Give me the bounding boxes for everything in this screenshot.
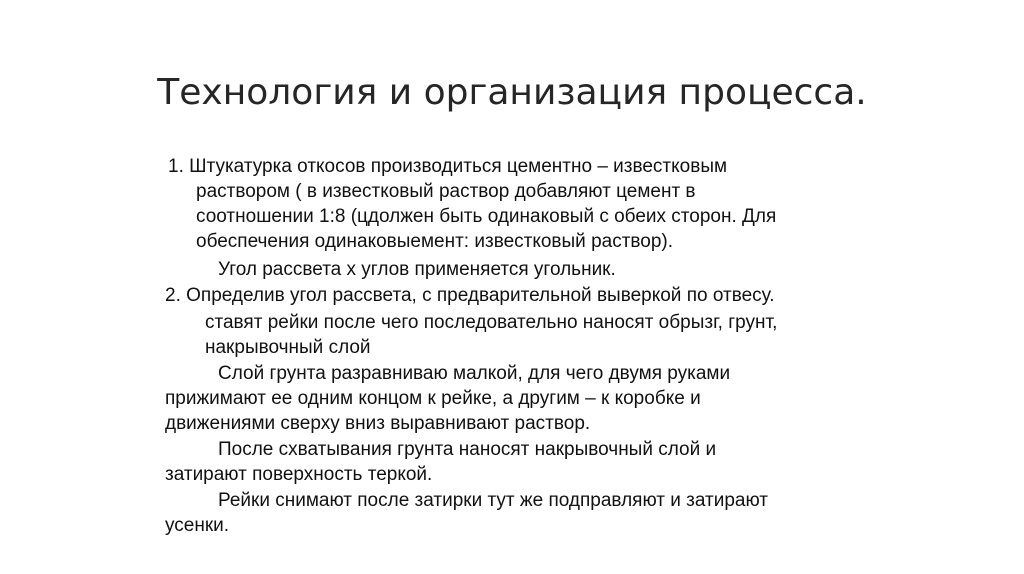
body-line-10: прижимают ее одним концом к рейке, а другим – к коробке и xyxy=(165,388,701,409)
body-line-9: Слой грунта разравниваю малкой, для чего двумя руками xyxy=(218,363,731,384)
body-line-8: накрывочный слой xyxy=(205,337,371,358)
body-line-14: Рейки снимают после затирки тут же подправляют и затирают xyxy=(218,490,768,511)
body-line-1: 1. Штукатурка откосов производиться цементно – известковым xyxy=(168,156,728,177)
slide-title: Технология и организация процесса. xyxy=(157,72,867,113)
body-line-3: соотношении 1:8 (цдолжен быть одинаковый с обеих сторон. Для xyxy=(196,206,777,227)
body-line-5: Угол рассвета х углов применяется угольник. xyxy=(218,259,616,280)
body-line-15: усенки. xyxy=(165,515,230,536)
body-line-11: движениями сверху вниз выравнивают раствор. xyxy=(165,413,591,434)
body-line-12: После схватывания грунта наносят накрывочный слой и xyxy=(218,439,717,460)
body-line-7: ставят рейки после чего последовательно наносят обрызг, грунт, xyxy=(205,312,778,333)
body-line-2: раствором ( в известковый раствор добавляют цемент в xyxy=(196,181,696,202)
body-line-13: затирают поверхность теркой. xyxy=(165,464,433,485)
body-line-6: 2. Определив угол рассвета, с предварительной выверкой по отвесу. xyxy=(165,285,775,306)
body-line-4: обеспечения одинаковыемент: известковый раствор). xyxy=(196,231,674,252)
